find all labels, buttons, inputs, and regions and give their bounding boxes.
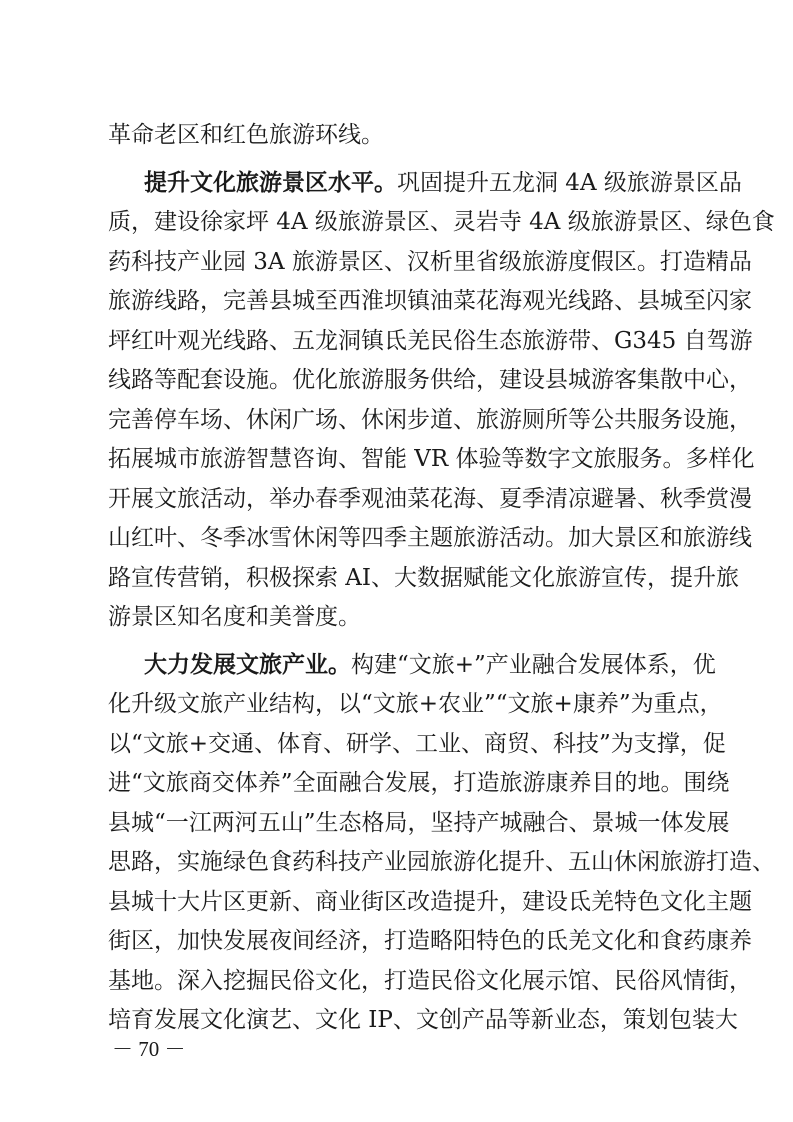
paragraph-heading: 大力发展文旅产业。 [144, 651, 351, 678]
line-text: 构建“文旅+”产业融合发展体系，优 [351, 651, 716, 678]
paragraph-heading: 提升文化旅游景区水平。 [144, 169, 397, 196]
text-line: 质，建设徐家坪 4A 级旅游景区、灵岩寺 4A 级旅游景区、绿色食 [108, 209, 775, 235]
text-line: 基地。深入挖掘民俗文化，打造民俗文化展示馆、民俗风情街， [108, 967, 752, 994]
text-line: 山红叶、冬季冰雪休闲等四季主题旅游活动。加大景区和旅游线 [108, 525, 752, 551]
text-line: 街区，加快发展夜间经济，打造略阳特色的氐羌文化和食药康养 [108, 928, 752, 954]
paragraph [108, 646, 775, 1041]
text-line: 药科技产业园 3A 旅游景区、汉析里省级旅游度假区。打造精品 [108, 248, 752, 275]
text-line: 完善停车场、休闲广场、休闲步道、旅游厕所等公共服务设施， [108, 406, 752, 433]
text-line: 坪红叶观光线路、五龙洞镇氐羌民俗生态旅游带、G345 自驾游 [108, 327, 753, 354]
text-line: 革命老区和红色旅游环线。 [108, 122, 384, 148]
text-line: 县城“一江两河五山”生态格局，坚持产城融合、景城一体发展 [108, 809, 730, 836]
text-line: 游景区知名度和美誉度。 [108, 604, 361, 630]
text-line: 拓展城市旅游智慧咨询、智能 VR 体验等数字文旅服务。多样化 [108, 446, 755, 472]
paragraph [108, 116, 692, 156]
document-body [108, 116, 775, 1049]
text-line: 旅游线路，完善县城至西淮坝镇油菜花海观光线路、县城至闪家 [108, 288, 752, 314]
text-line: 路宣传营销，积极探索 AI、大数据赋能文化旅游宣传，提升旅 [108, 564, 740, 591]
text-line: 以“文旅+交通、体育、研学、工业、商贸、科技”为支撑，促 [108, 730, 726, 757]
text-line: 化升级文旅产业结构，以“文旅+农业”“文旅+康养”为重点， [108, 691, 723, 717]
text-line [108, 164, 742, 204]
text-line: 培育发展文化演艺、文化 IP、文创产品等新业态，策划包装大 [108, 1007, 738, 1033]
text-line [108, 646, 716, 686]
text-line: 线路等配套设施。优化旅游服务供给，建设县城游客集散中心， [108, 367, 752, 393]
text-line: 开展文旅活动，举办春季观油菜花海、夏季清凉避暑、秋季赏漫 [108, 485, 752, 512]
text-line: 进“文旅商交体养”全面融合发展，打造旅游康养目的地。围绕 [108, 770, 730, 796]
text-line: 县城十大片区更新、商业街区改造提升，建设氐羌特色文化主题 [108, 888, 752, 915]
page-number: － 70 － [112, 1037, 186, 1061]
line-text: 巩固提升五龙洞 4A 级旅游景区品 [397, 169, 742, 196]
text-line: 思路，实施绿色食药科技产业园旅游化提升、五山休闲旅游打造、 [108, 849, 775, 875]
paragraph [108, 164, 775, 638]
